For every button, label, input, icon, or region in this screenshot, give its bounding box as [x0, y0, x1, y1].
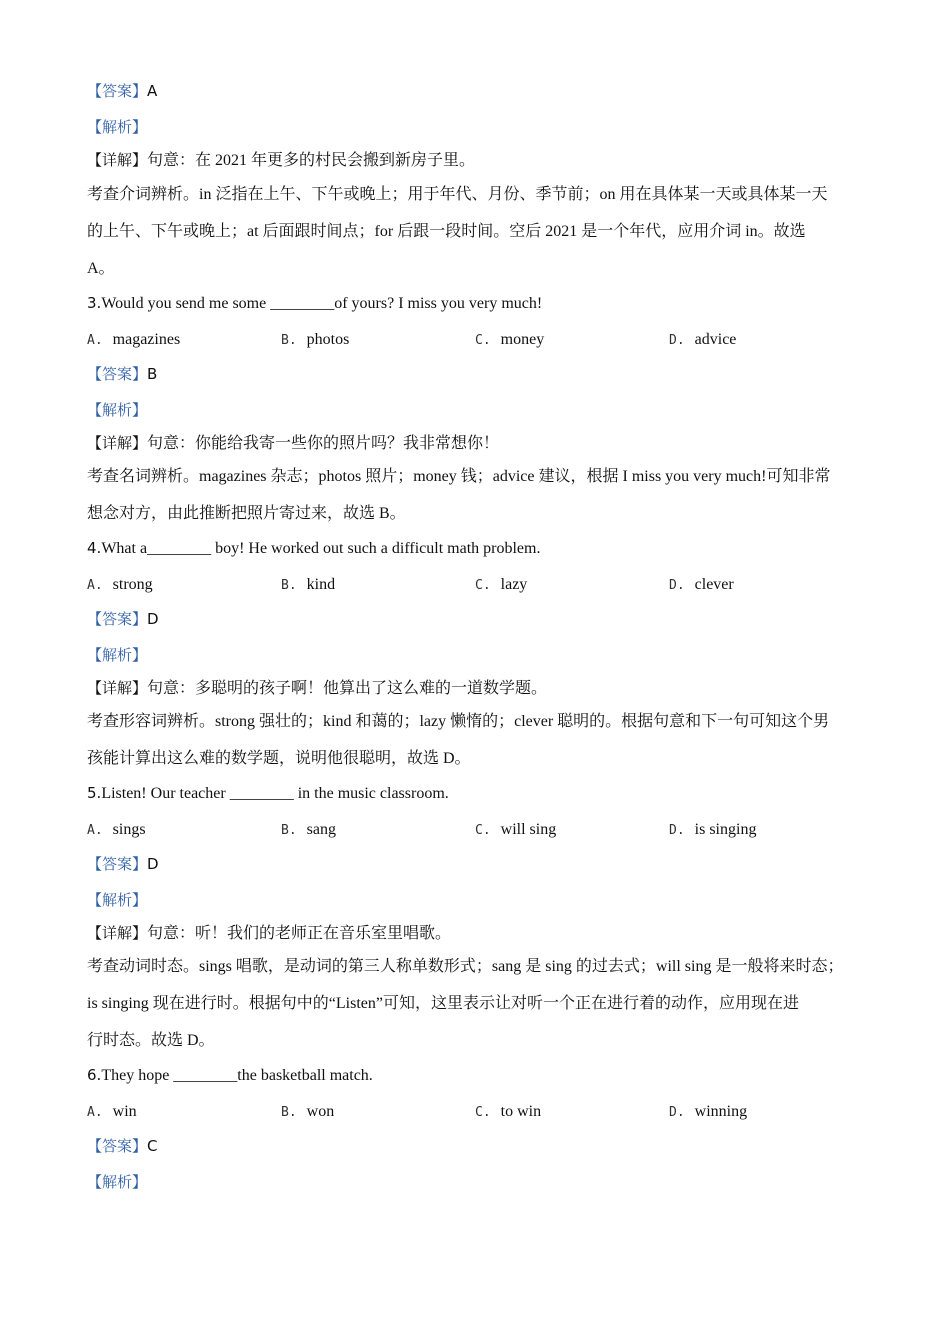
q3-explain-2: 想念对方，由此推断把照片寄过来，故选 B。 — [87, 505, 406, 522]
q4-answer: D — [147, 610, 159, 628]
detail-tag: 【详解】 — [87, 151, 148, 169]
q3-option-b: B. photos — [281, 331, 350, 348]
q2-explain-1: 考查介词辨析。in 泛指在上午、下午或晚上；用于年代、月份、季节前；on 用在具体某一天或具体某一天 — [87, 186, 828, 203]
q4-analysis-line — [87, 645, 147, 666]
q3-option-a: A. magazines — [87, 331, 181, 348]
q5-detail-line — [87, 923, 451, 944]
q2-explain-2: 的上午、下午或晚上；at 后面跟时间点；for 后跟一段时间。空后 2021 是一个年代，应用介词 in。故选 — [87, 223, 806, 240]
q4-option-a: A. strong — [87, 576, 153, 593]
q2-explain-3: A。 — [87, 260, 115, 277]
q3-option-c: C. money — [475, 331, 545, 348]
detail-tag: 【详解】 — [87, 924, 148, 942]
q4-option-b: B. kind — [281, 576, 336, 593]
q5-answer: D — [147, 855, 159, 873]
q5-option-c: C. will sing — [475, 821, 557, 838]
q5-number: 5. — [87, 784, 102, 802]
q4-option-c: C. lazy — [475, 576, 528, 593]
detail-tag: 【详解】 — [87, 434, 148, 452]
q4-stem-line — [87, 538, 540, 559]
q3-analysis-line — [87, 400, 147, 421]
answer-tag: 【答案】 — [87, 365, 148, 383]
q2-detail-line — [87, 150, 475, 171]
q2-answer-line — [87, 81, 157, 102]
analysis-tag: 【解析】 — [87, 118, 148, 136]
q3-answer: B — [147, 365, 158, 383]
q4-meaning: 句意：多聪明的孩子啊！他算出了这么难的一道数学题。 — [147, 680, 548, 697]
analysis-tag: 【解析】 — [87, 646, 148, 664]
q4-number: 4. — [87, 539, 102, 557]
q4-option-d: D. clever — [669, 576, 734, 593]
q4-stem: What a________ boy! He worked out such a difficult math problem. — [101, 540, 541, 557]
analysis-tag: 【解析】 — [87, 401, 148, 419]
q5-meaning: 句意：听！我们的老师正在音乐室里唱歌。 — [147, 925, 452, 942]
q4-explain-1: 考查形容词辨析。strong 强壮的；kind 和蔼的；lazy 懒惰的；clever 聪明的。根据句意和下一句可知这个男 — [87, 713, 830, 730]
detail-tag: 【详解】 — [87, 679, 148, 697]
q6-stem-line — [87, 1065, 373, 1086]
q6-stem: They hope ________the basketball match. — [101, 1067, 373, 1084]
q2-analysis-line — [87, 117, 147, 138]
q4-answer-line — [87, 609, 159, 630]
q5-option-a: A. sings — [87, 821, 146, 838]
q3-stem: Would you send me some ________of yours? I miss you very much! — [101, 295, 543, 312]
q6-answer-line — [87, 1136, 158, 1157]
q3-detail-line — [87, 433, 499, 454]
q5-option-b: B. sang — [281, 821, 336, 838]
q3-answer-line — [87, 364, 157, 385]
q5-explain-2: is singing 现在进行时。根据句中的“Listen”可知，这里表示让对听一个正在进行着的动作，应用现在进 — [87, 995, 799, 1012]
q5-option-d: D. is singing — [669, 821, 757, 838]
q6-number: 6. — [87, 1066, 102, 1084]
q3-explain-1: 考查名词辨析。magazines 杂志；photos 照片；money 钱；advice 建议，根据 I miss you very much!可知非常 — [87, 468, 831, 485]
analysis-tag: 【解析】 — [87, 1173, 148, 1191]
q6-option-d: D. winning — [669, 1103, 748, 1120]
q5-explain-1: 考查动词时态。sings 唱歌，是动词的第三人称单数形式；sang 是 sing 的过去式；will sing 是一般将来时态； — [87, 958, 844, 975]
q5-stem: Listen! Our teacher ________ in the music classroom. — [101, 785, 449, 802]
answer-tag: 【答案】 — [87, 1137, 148, 1155]
q4-detail-line — [87, 678, 547, 699]
q5-analysis-line — [87, 890, 147, 911]
q2-meaning: 句意：在 2021 年更多的村民会搬到新房子里。 — [147, 152, 476, 169]
q2-answer: A — [147, 82, 158, 100]
q3-stem-line — [87, 293, 542, 314]
q5-stem-line — [87, 783, 449, 804]
q6-answer: C — [147, 1137, 158, 1155]
q3-number: 3. — [87, 294, 102, 312]
q6-option-c: C. to win — [475, 1103, 542, 1120]
q3-option-d: D. advice — [669, 331, 737, 348]
answer-tag: 【答案】 — [87, 855, 148, 873]
q5-answer-line — [87, 854, 159, 875]
answer-tag: 【答案】 — [87, 610, 148, 628]
q6-option-a: A. win — [87, 1103, 137, 1120]
q3-meaning: 句意：你能给我寄一些你的照片吗？我非常想你！ — [147, 435, 500, 452]
answer-tag: 【答案】 — [87, 82, 148, 100]
analysis-tag: 【解析】 — [87, 891, 148, 909]
q6-option-b: B. won — [281, 1103, 335, 1120]
q5-explain-3: 行时态。故选 D。 — [87, 1032, 215, 1049]
q6-analysis-line — [87, 1172, 147, 1193]
q4-explain-2: 孩能计算出这么难的数学题，说明他很聪明，故选 D。 — [87, 750, 471, 767]
